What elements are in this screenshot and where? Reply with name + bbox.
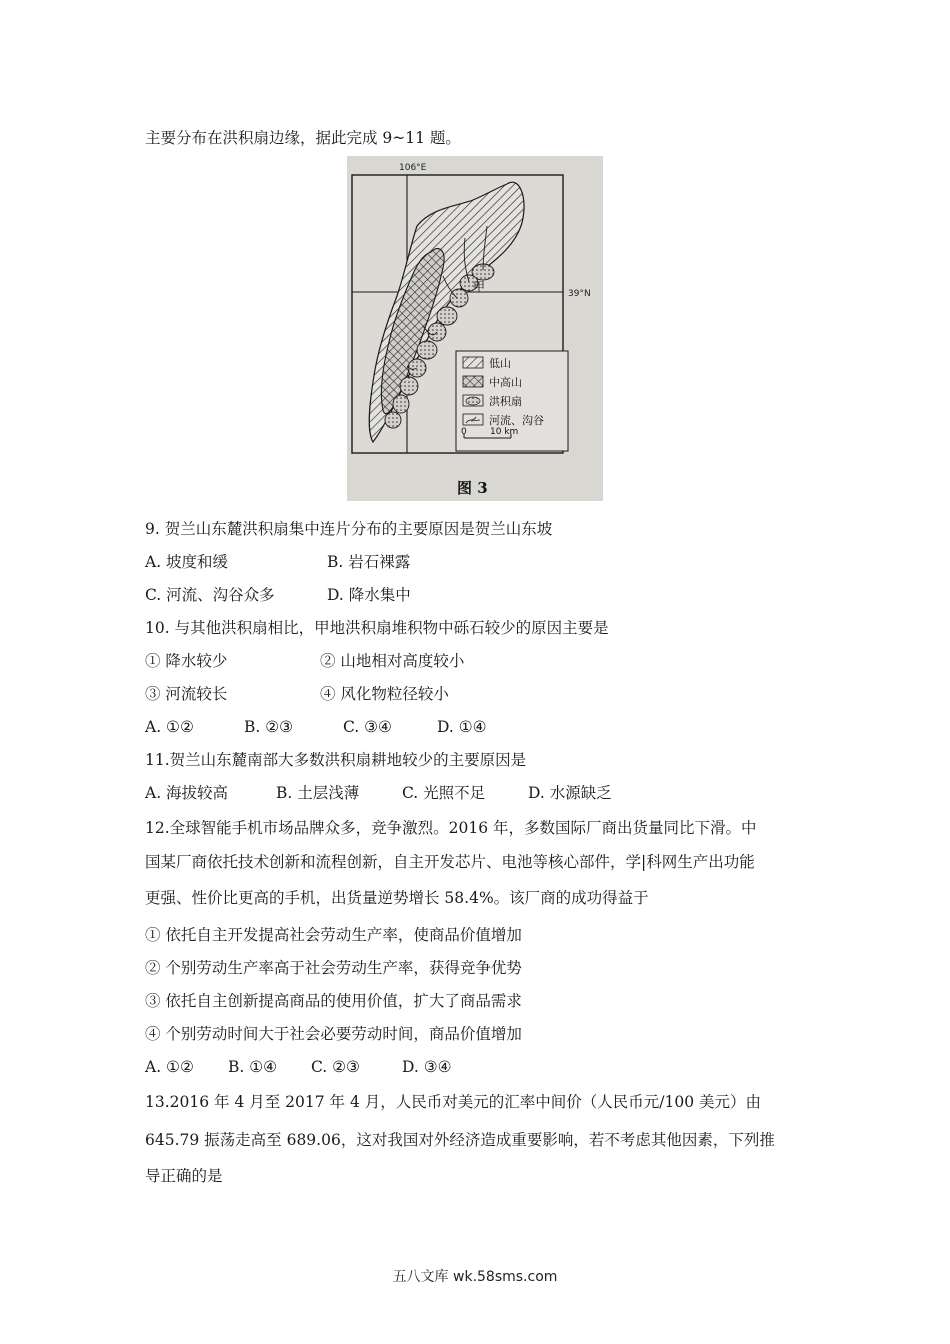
legend-river-gully: 河流、沟谷 bbox=[489, 414, 544, 427]
lat-label: 39°N bbox=[568, 289, 591, 299]
q10-item-1: ① 降水较少 bbox=[145, 652, 228, 670]
place-label-jia: 甲 bbox=[473, 280, 486, 294]
legend-mid-high-mountain: 中高山 bbox=[489, 376, 522, 389]
q12-option-c: C. ②③ bbox=[311, 1058, 360, 1076]
q12-stem-line-2: 国某厂商依托技术创新和流程创新，自主开发芯片、电池等核心部件，学|科网生产出功能 bbox=[145, 853, 755, 871]
legend-alluvial-fan: 洪积扇 bbox=[489, 395, 522, 408]
q10-stem: 10. 与其他洪积扇相比，甲地洪积扇堆积物中砾石较少的原因主要是 bbox=[145, 619, 609, 637]
legend-low-mountain: 低山 bbox=[489, 357, 511, 370]
intro-text: 主要分布在洪积扇边缘，据此完成 9~11 题。 bbox=[145, 129, 461, 147]
q12-item-2: ② 个别劳动生产率高于社会劳动生产率，获得竞争优势 bbox=[145, 959, 522, 977]
q11-stem: 11.贺兰山东麓南部大多数洪积扇耕地较少的主要原因是 bbox=[145, 751, 527, 769]
map-figure bbox=[347, 156, 603, 501]
q12-stem-line-3: 更强、性价比更高的手机，出货量逆势增长 58.4%。该厂商的成功得益于 bbox=[145, 889, 649, 907]
q12-option-b: B. ①④ bbox=[228, 1058, 278, 1076]
q13-stem-line-1: 13.2016 年 4 月至 2017 年 4 月，人民币对美元的汇率中间价（人民币元/100 美元）由 bbox=[145, 1093, 761, 1111]
q10-option-c: C. ③④ bbox=[343, 718, 392, 736]
q12-item-3: ③ 依托自主创新提高商品的使用价值，扩大了商品需求 bbox=[145, 992, 522, 1010]
q12-item-1: ① 依托自主开发提高社会劳动生产率，使商品价值增加 bbox=[145, 926, 522, 944]
q12-item-4: ④ 个别劳动时间大于社会必要劳动时间，商品价值增加 bbox=[145, 1025, 522, 1043]
q12-stem-line-1: 12.全球智能手机市场品牌众多，竞争激烈。2016 年，多数国际厂商出货量同比下滑。中 bbox=[145, 819, 757, 837]
q9-option-c: C. 河流、沟谷众多 bbox=[145, 586, 275, 604]
scale-10km: 10 km bbox=[490, 427, 519, 437]
q11-option-b: B. 土层浅薄 bbox=[276, 784, 360, 802]
q11-option-c: C. 光照不足 bbox=[402, 784, 486, 802]
q10-item-3: ③ 河流较长 bbox=[145, 685, 228, 703]
q9-option-b: B. 岩石裸露 bbox=[327, 553, 411, 571]
q10-option-b: B. ②③ bbox=[244, 718, 294, 736]
q9-option-a: A. 坡度和缓 bbox=[145, 553, 229, 571]
scale-zero: 0 bbox=[461, 427, 467, 437]
q9-stem: 9. 贺兰山东麓洪积扇集中连片分布的主要原因是贺兰山东坡 bbox=[145, 520, 553, 538]
figure-caption: 图 3 bbox=[457, 479, 488, 497]
q9-option-d: D. 降水集中 bbox=[327, 586, 411, 604]
q12-option-d: D. ③④ bbox=[402, 1058, 452, 1076]
q10-option-d: D. ①④ bbox=[437, 718, 487, 736]
q11-option-a: A. 海拔较高 bbox=[145, 784, 229, 802]
q10-item-2: ② 山地相对高度较小 bbox=[320, 652, 465, 670]
q13-stem-line-3: 导正确的是 bbox=[145, 1167, 223, 1185]
map-legend bbox=[456, 351, 568, 451]
footer-watermark: 五八文库 wk.58sms.com bbox=[392, 1269, 558, 1285]
q10-item-4: ④ 风化物粒径较小 bbox=[320, 685, 449, 703]
q12-option-a: A. ①② bbox=[145, 1058, 194, 1076]
q11-option-d: D. 水源缺乏 bbox=[528, 784, 612, 802]
q10-option-a: A. ①② bbox=[145, 718, 194, 736]
q13-stem-line-2: 645.79 振荡走高至 689.06，这对我国对外经济造成重要影响，若不考虑其他因素，下列推 bbox=[145, 1131, 775, 1149]
lon-label: 106°E bbox=[399, 163, 427, 173]
